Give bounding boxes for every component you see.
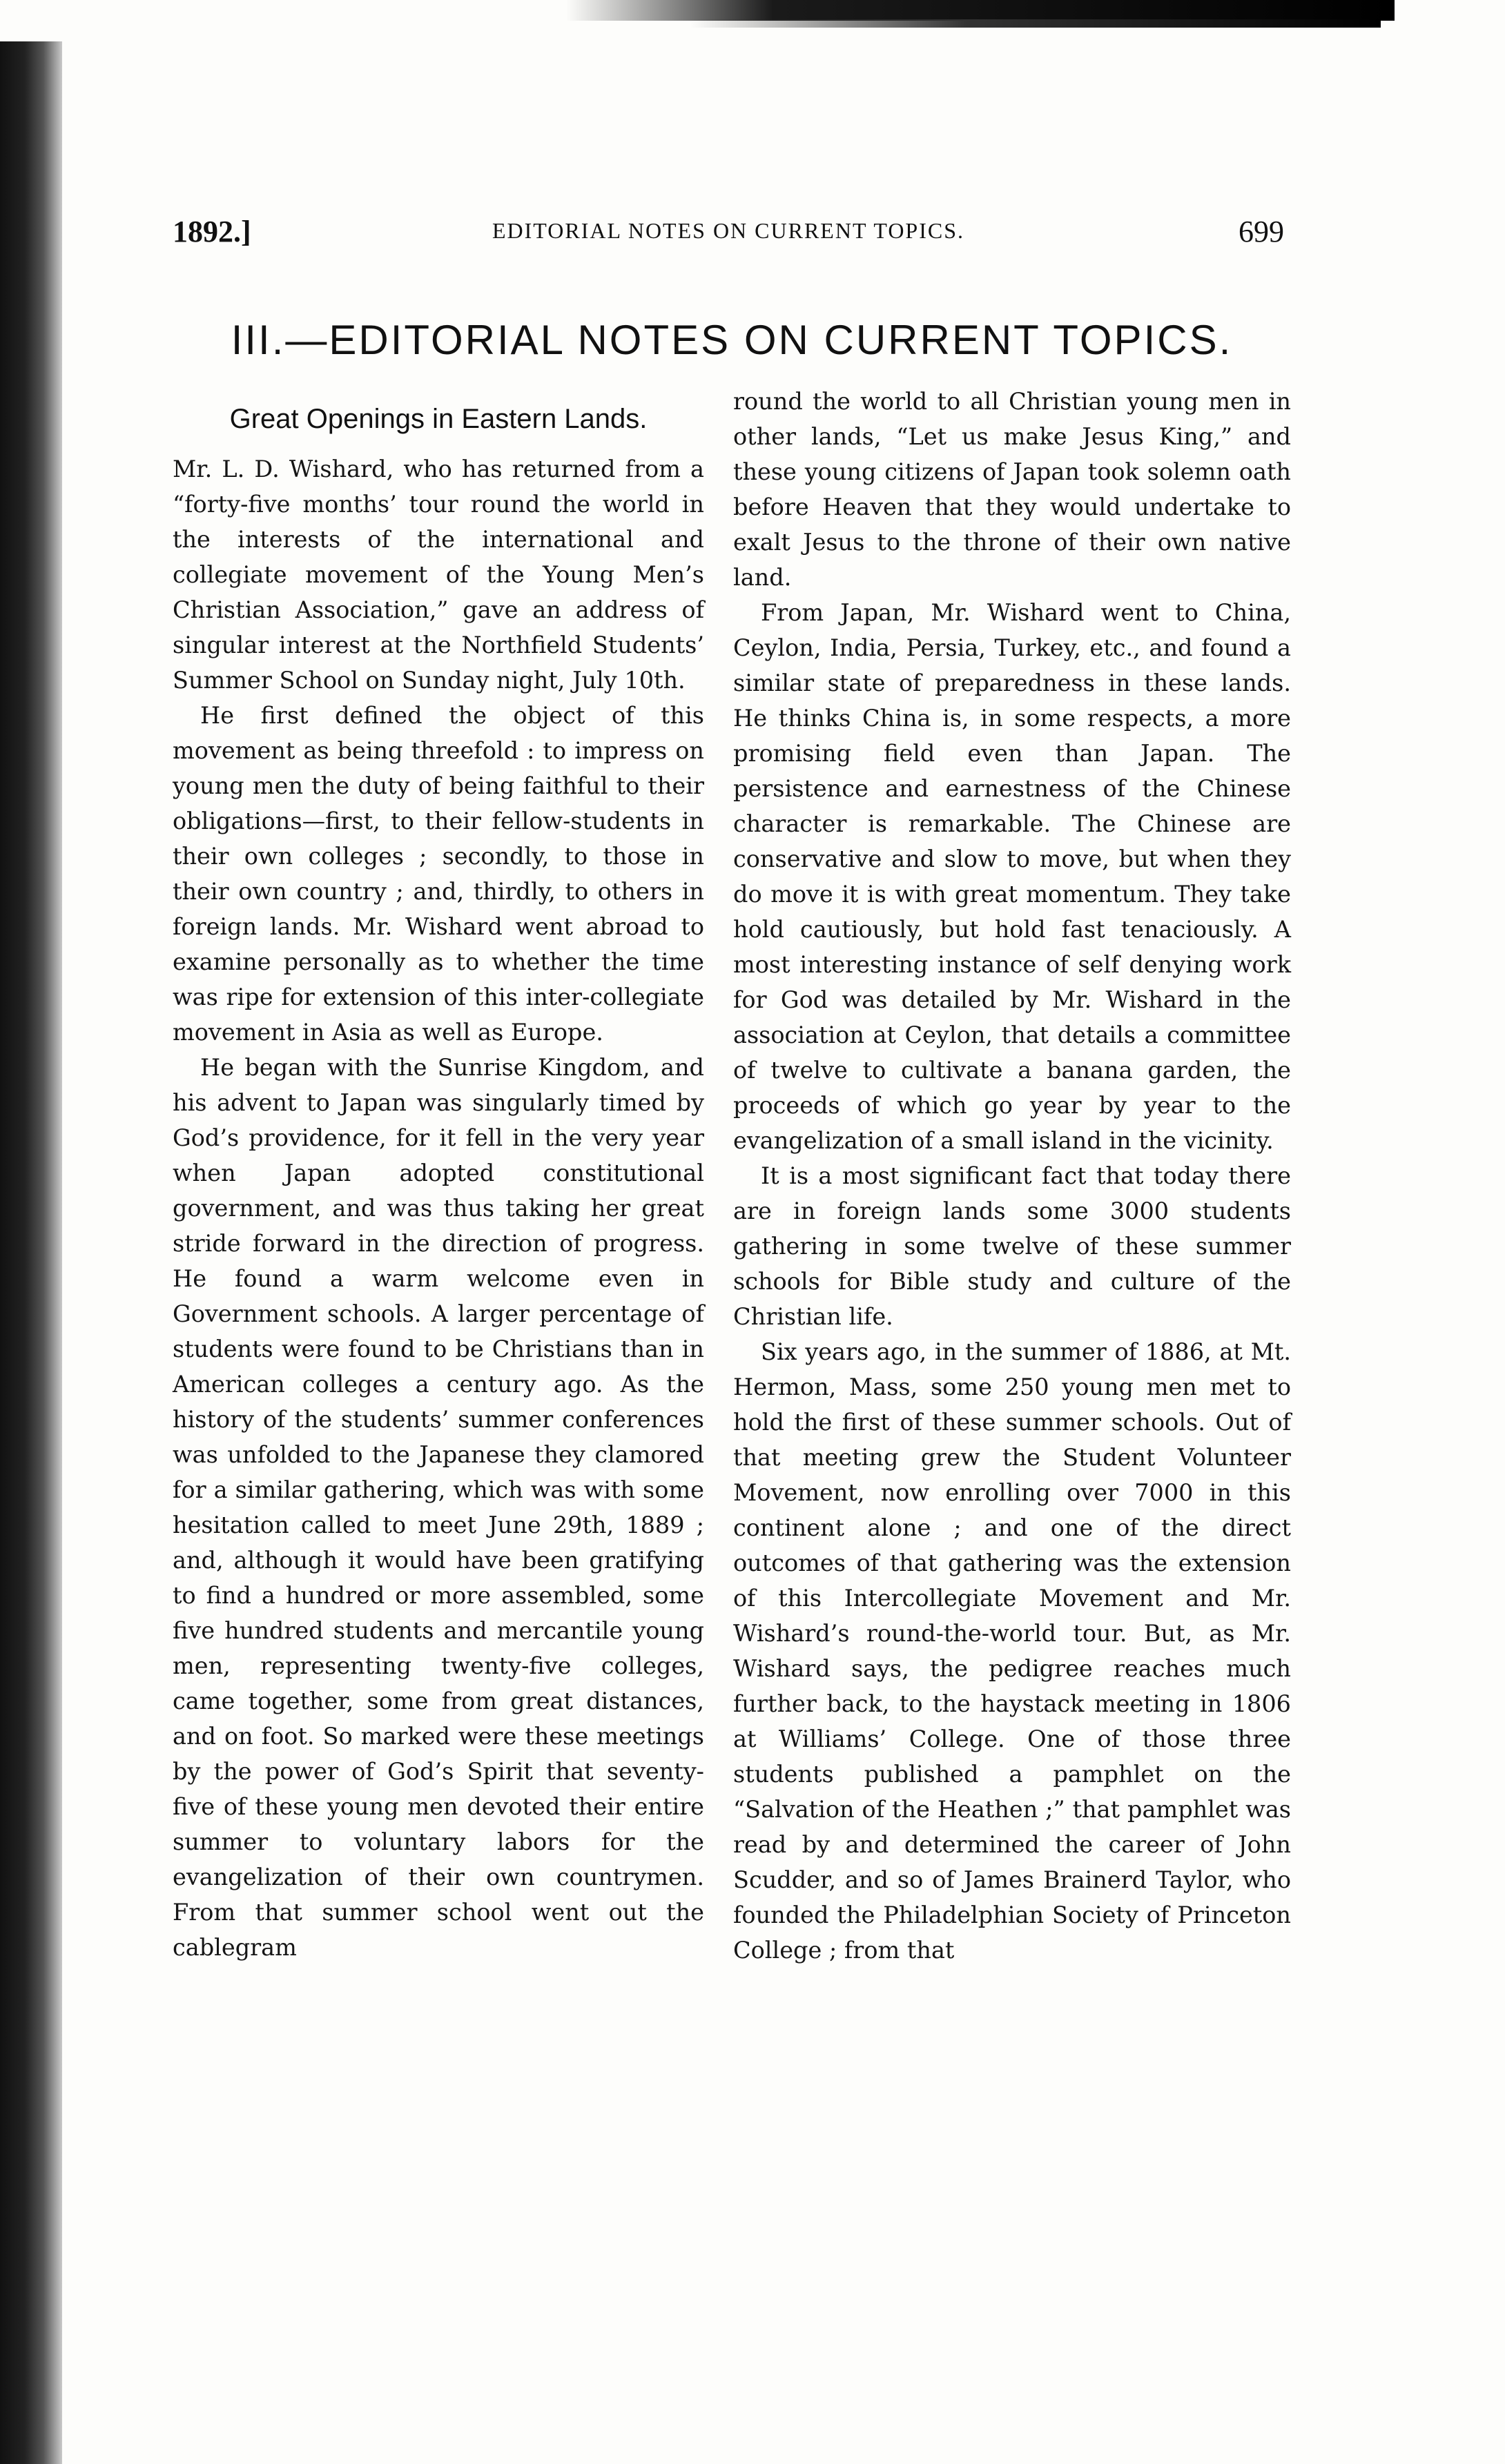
paragraph: It is a most significant fact that today there are in foreign lands some 3000 students gathering in some twelve of these summer schools for Bible study and culture of the Christian life. <box>733 1162 1291 1330</box>
paragraph: round the world to all Christian young men in other lands, “Let us make Jesus King,” and these young citizens of Japan took solemn oath before Heaven that they would undertake to exalt Jesus to the throne of their own native land. <box>733 388 1291 591</box>
page-number: 699 <box>1239 215 1284 248</box>
left-column <box>173 384 704 1965</box>
paragraph: He began with the Sunrise Kingdom, and his advent to Japan was singularly timed by God’s providence, for it fell in the very year when Japan adopted constitutional government, and was thus taking her great stride forward in the direction of progress. He found a warm welcome even in Government schools. A larger percentage of students were found to be Christians than in American colleges a century ago. As the history of the students’ summer conferences was unfolded to the Japanese they clamored for a similar gathering, which was with some hesitation called to meet June 29th, 1889 ; and, although it would have been gratifying to find a hundred or more assembled, some five hundred students and mercantile young men, representing twenty-five colleges, came together, some from great distances, and on foot. So marked were these meetings by the power of God’s Spirit that seventy-five of these young men devoted their entire summer to voluntary labors for the evangelization of their own countrymen. From that summer school went out the cablegram <box>173 1054 704 1961</box>
paragraph: Six years ago, in the summer of 1886, at Mt. Hermon, Mass, some 250 young men met to hold the first of these summer schools. Out of that meeting grew the Student Volunteer Movement, now enrolling over 7000 in this continent alone ; and one of the direct outcomes of that gathering was the extension of this Intercollegiate Movement and Mr. Wishard’s round-the-world tour. But, as Mr. Wishard says, the pedigree reaches much further back, to the haystack meeting in 1806 at Williams’ College. One of those three students published a pamphlet on the “Salvation of the Heathen ;” that pamphlet was read by and determined the career of John Scudder, and so of James Brainerd Taylor, who founded the Philadelphian Society of Princeton College ; from that <box>733 1338 1291 1964</box>
running-head-title: EDITORIAL NOTES ON CURRENT TOPICS. <box>492 218 965 243</box>
paragraph: He first defined the object of this movement as being threefold : to impress on young men the duty of being faithful to their obligations—first, to their fellow-students in their own colleges ; secondly, to those in their own country ; and, thirdly, to others in foreign lands. Mr. Wishard went abroad to examine personally as to whether the time was ripe for extension of this inter-collegiate movement in Asia as well as Europe. <box>173 702 704 1046</box>
section-title: III.—EDITORIAL NOTES ON CURRENT TOPICS. <box>231 317 1233 363</box>
scan-top-artifact <box>566 0 1395 21</box>
article-subheading: Great Openings in Eastern Lands. <box>229 404 648 434</box>
paragraph: From Japan, Mr. Wishard went to China, Ceylon, India, Persia, Turkey, etc., and found a similar state of preparedness in these lands. He thinks China is, in some respects, a more promising field even than Japan. The persistence and earnestness of the Chinese character is remarkable. The Chinese are conservative and slow to move, but when they do move it is with great momentum. They take hold cautiously, but hold fast tenaciously. A most interesting instance of self denying work for God was detailed by Mr. Wishard in the association at Ceylon, that details a committee of twelve to cultivate a banana garden, the proceeds of which go year by year to the evangelization of a small island in the vicinity. <box>733 599 1291 1154</box>
running-head <box>173 214 1284 262</box>
paragraph: Mr. L. D. Wishard, who has returned from a “forty-five months’ tour round the world in the interests of the international and collegiate movement of the Young Men’s Christian Association,” gave an address of singular interest at the Northfield Students’ Summer School on Sunday night, July 10th. <box>173 456 704 694</box>
right-column <box>733 384 1291 1968</box>
scan-top-artifact-line <box>690 19 1381 28</box>
running-head-year: 1892.] <box>173 215 251 248</box>
scan-binding-edge <box>0 41 62 2464</box>
